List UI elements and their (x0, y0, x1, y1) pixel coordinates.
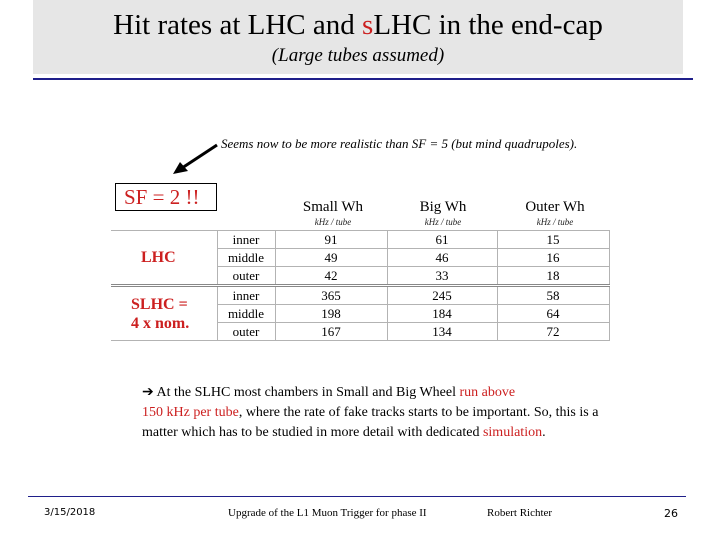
col-header-outer-wheel: Outer Wh (525, 199, 585, 215)
slide-subtitle: (Large tubes assumed) (271, 45, 445, 66)
value-cell: 72 (497, 323, 609, 341)
highlight-simulation: simulation (482, 425, 543, 440)
value-cell: 42 (275, 267, 387, 286)
hit-rate-table (111, 230, 610, 341)
value-cell: 33 (387, 267, 497, 286)
group-label-slhc: SLHC = 4 x nom. (111, 286, 217, 341)
col-header-big-wheel: Big Wh (419, 199, 467, 215)
note-text: Seems now to be more realistic than SF = 5 (but mind quadrupoles). (221, 136, 578, 151)
col-unit-small-wheel: kHz / tube (314, 217, 352, 227)
footer-date: 3/15/2018 (44, 507, 96, 518)
layer-cell: inner (217, 231, 275, 249)
title-accent: s (362, 9, 374, 41)
value-cell: 198 (275, 305, 387, 323)
value-cell: 64 (497, 305, 609, 323)
highlight-rate: 150 kHz per tube (142, 405, 239, 420)
table-row (111, 286, 609, 305)
layer-cell: outer (217, 267, 275, 286)
arrow-right-icon: ➔ (142, 385, 154, 400)
slide-title: Hit rates at LHC and sLHC in the end-cap (113, 9, 603, 41)
layer-cell: outer (217, 323, 275, 341)
value-cell: 134 (387, 323, 497, 341)
col-unit-big-wheel: kHz / tube (424, 217, 462, 227)
body-paragraph: ➔ At the SLHC most chambers in Small and Big Wheel run above 150 kHz per tube, where the rate of fake tracks starts to be important. So, this is a matter which has to be studied in more detail with dedicated simulation. (142, 385, 599, 440)
value-cell: 245 (387, 286, 497, 305)
table-row (111, 231, 609, 249)
value-cell: 46 (387, 249, 497, 267)
title-divider (33, 78, 693, 80)
value-cell: 16 (497, 249, 609, 267)
group-label-lhc: LHC (111, 231, 217, 286)
value-cell: 61 (387, 231, 497, 249)
sf-label-box: SF = 2 !! (115, 183, 217, 211)
value-cell: 15 (497, 231, 609, 249)
value-cell: 91 (275, 231, 387, 249)
footer-page-number: 26 (664, 507, 678, 520)
value-cell: 58 (497, 286, 609, 305)
layer-cell: middle (217, 305, 275, 323)
highlight-run-above: run above (459, 385, 516, 400)
value-cell: 167 (275, 323, 387, 341)
layer-cell: middle (217, 249, 275, 267)
value-cell: 18 (497, 267, 609, 286)
footer-author: Robert Richter (487, 507, 553, 519)
footer-divider (28, 496, 686, 497)
pointer-arrow-icon (170, 142, 220, 177)
value-cell: 49 (275, 249, 387, 267)
value-cell: 184 (387, 305, 497, 323)
value-cell: 365 (275, 286, 387, 305)
layer-cell: inner (217, 286, 275, 305)
col-unit-outer-wheel: kHz / tube (536, 217, 574, 227)
footer-talk-title: Upgrade of the L1 Muon Trigger for phase II (228, 507, 427, 519)
col-header-small-wheel: Small Wh (302, 199, 364, 215)
